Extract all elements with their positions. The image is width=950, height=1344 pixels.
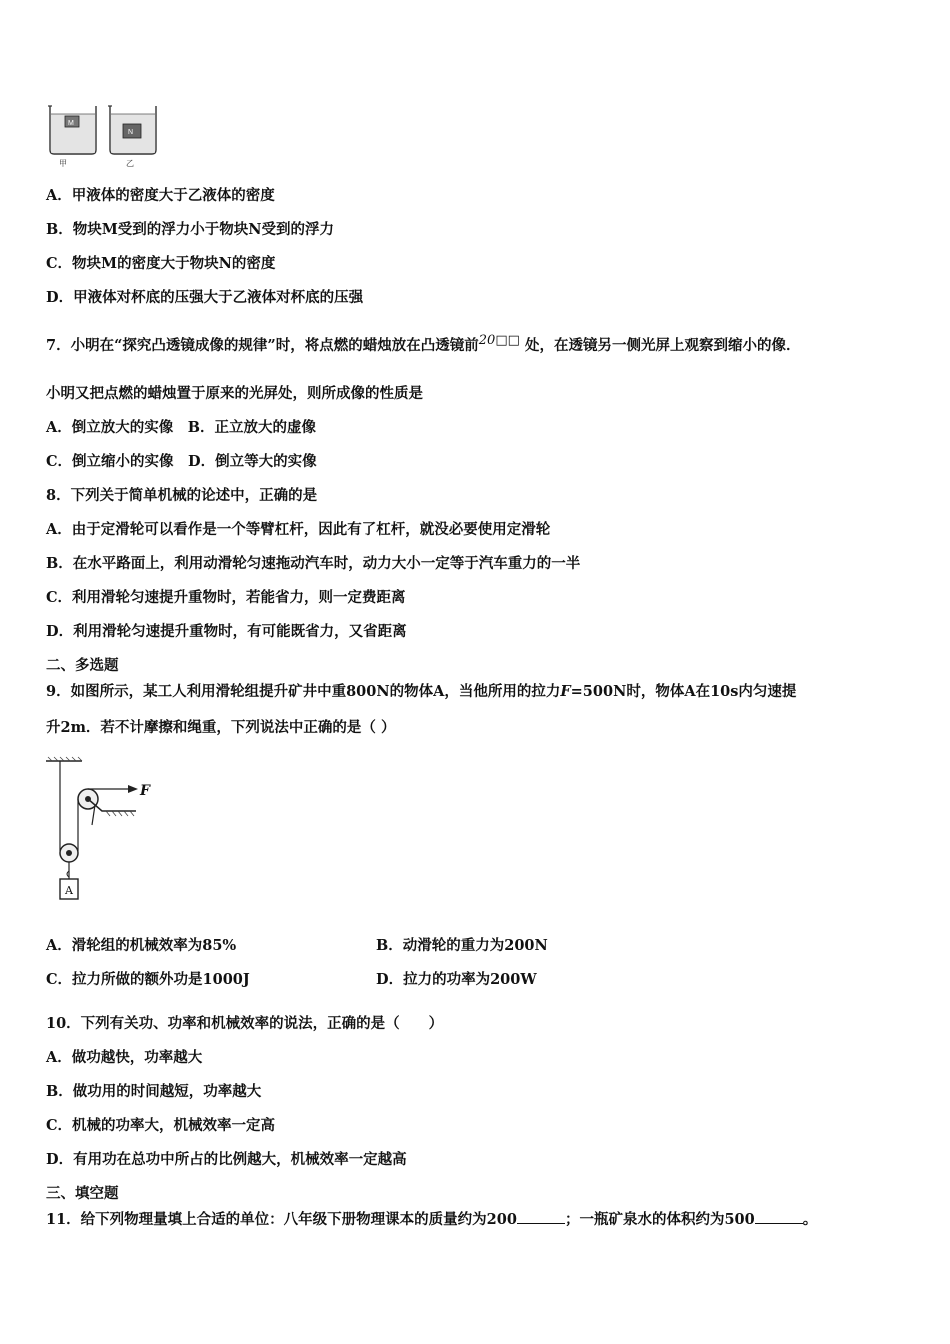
q9-stem-a: 9．如图所示，某工人利用滑轮组提升矿井中重800N的物体A，当他所用的拉力 xyxy=(46,683,561,700)
q9-stem-b: =500N时，物体A在10s内匀速提 xyxy=(570,683,797,700)
q9-stem-line2: 升2m．若不计摩擦和绳重，下列说法中正确的是（ ） xyxy=(46,719,396,736)
q7-options-row1: A．倒立放大的实像 B．正立放大的虚像 xyxy=(46,419,317,436)
section-multiple-choice-heading: 二、多选题 xyxy=(46,657,119,674)
q10-option-d: D．有用功在总功中所占的比例越大，机械效率一定越高 xyxy=(46,1151,407,1168)
q11-blank-1[interactable] xyxy=(517,1209,565,1224)
q7-stem-line1 xyxy=(46,333,801,357)
beaker-left xyxy=(48,106,96,154)
q6-option-d: D．甲液体对杯底的压强大于乙液体对杯底的压强 xyxy=(46,289,364,306)
q10-option-a: A．做功越快，功率越大 xyxy=(46,1049,203,1066)
q7-stem-b: 处，在透镜另一侧光屏上观察到缩小的像． xyxy=(524,337,801,354)
q11-part-a: 11．给下列物理量填上合适的单位：八年级下册物理课本的质量约为200 xyxy=(46,1211,517,1228)
q9-stem-f: F xyxy=(560,683,571,700)
q11-part-b: ；一瓶矿泉水的体积约为500 xyxy=(564,1211,755,1228)
q10-stem: 10．下列有关功、功率和机械效率的说法，正确的是（ ） xyxy=(46,1015,444,1032)
q6-option-c: C．物块M的密度大于物块N的密度 xyxy=(46,255,276,272)
q8-option-d: D．利用滑轮匀速提升重物时，有可能既省力，又省距离 xyxy=(46,623,407,640)
q9-option-d: D．拉力的功率为200W xyxy=(376,971,537,988)
block-n-label: N xyxy=(128,129,134,136)
q6-option-a: A．甲液体的密度大于乙液体的密度 xyxy=(46,187,275,204)
beakers-figure xyxy=(44,100,164,170)
beaker-label-left: 甲 xyxy=(59,159,67,168)
q11-blank-2[interactable] xyxy=(755,1209,803,1224)
q8-option-b: B．在水平路面上，利用动滑轮匀速拖动汽车时，动力大小一定等于汽车重力的一半 xyxy=(46,555,581,572)
beaker-label-right: 乙 xyxy=(126,159,134,168)
section-fill-blank-heading: 三、填空题 xyxy=(46,1185,119,1202)
pulley-figure xyxy=(40,755,160,905)
q7-stem-line2: 小明又把点燃的蜡烛置于原来的光屏处，则所成像的性质是 xyxy=(46,385,423,402)
q11-part-c: 。 xyxy=(802,1211,818,1228)
q7-stem-a: 7．小明在“探究凸透镜成像的规律”时，将点燃的蜡烛放在凸透镜前 xyxy=(46,337,479,354)
q8-option-a: A．由于定滑轮可以看作是一个等臂杠杆，因此有了杠杆，就没必要使用定滑轮 xyxy=(46,521,551,538)
q9-option-b: B．动滑轮的重力为200N xyxy=(376,937,548,954)
q6-option-b: B．物块M受到的浮力小于物块N受到的浮力 xyxy=(46,221,335,238)
q10-option-c: C．机械的功率大，机械效率一定高 xyxy=(46,1117,276,1134)
q10-option-b: B．做功用的时间越短，功率越大 xyxy=(46,1083,262,1100)
force-f-label: F xyxy=(140,783,150,799)
q9-stem-line1 xyxy=(46,682,796,702)
q8-stem: 8．下列关于简单机械的论述中，正确的是 xyxy=(46,487,318,504)
q9-option-a: A．滑轮组的机械效率为85% xyxy=(46,937,237,954)
q7-stem-inline: 20□□ xyxy=(478,333,520,348)
q7-options-row2: C．倒立缩小的实像 D．倒立等大的实像 xyxy=(46,453,317,470)
block-a-label: A xyxy=(65,884,73,897)
q11-stem xyxy=(46,1209,817,1230)
q9-option-c: C．拉力所做的额外功是1000J xyxy=(46,971,250,988)
q8-option-c: C．利用滑轮匀速提升重物时，若能省力，则一定费距离 xyxy=(46,589,406,606)
block-m-label: M xyxy=(68,120,74,127)
